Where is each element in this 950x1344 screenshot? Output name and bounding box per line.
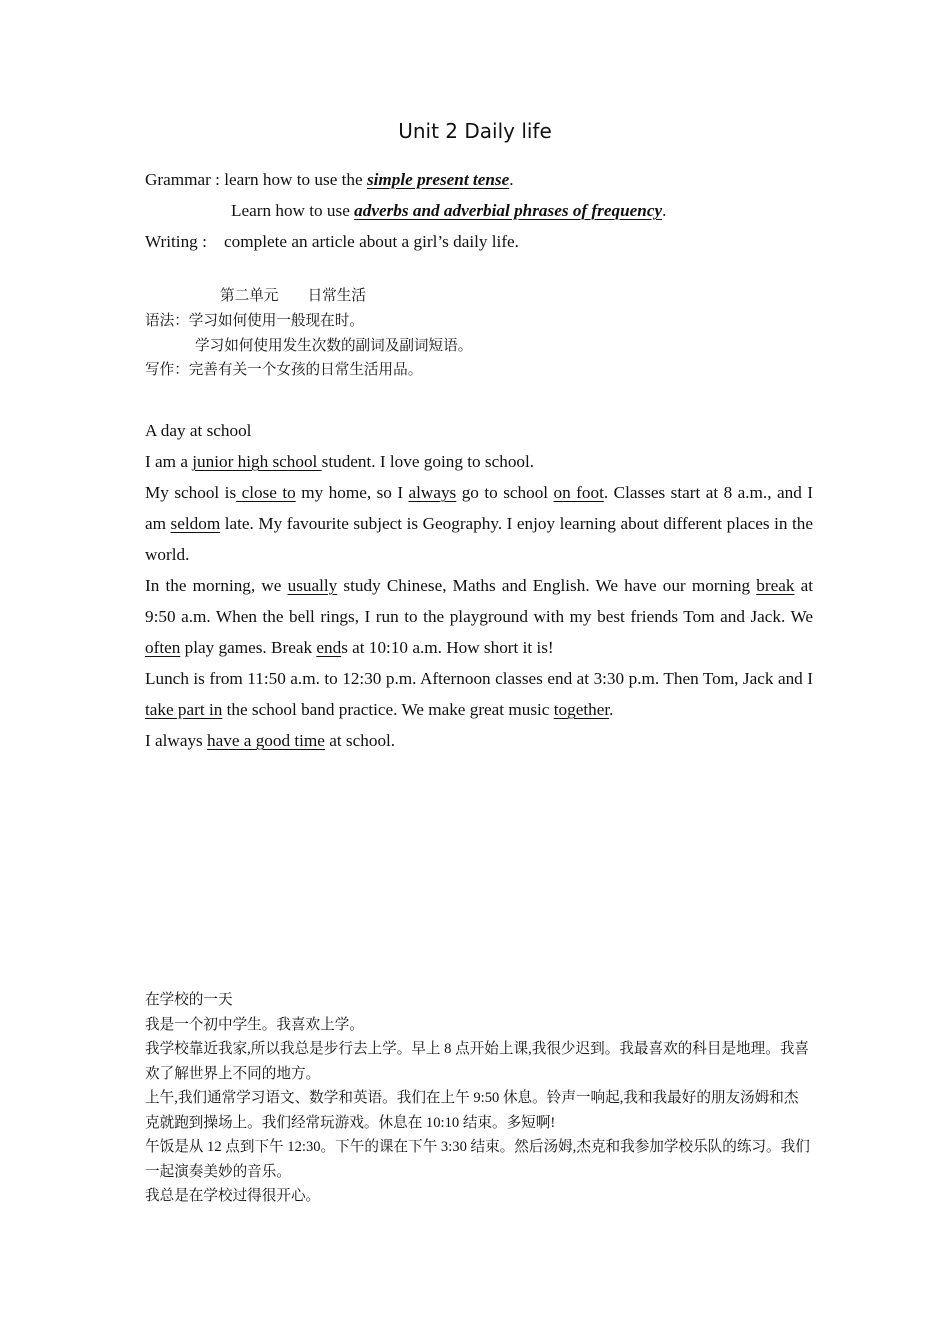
text-run: at 9:50 a.m. When the bell rings, I run to the playground with my best friends Tom and Jack. We <box>145 576 813 626</box>
vocab-close-to: close to <box>236 483 296 502</box>
text-run: . Classes start at 8 a.m., and I am <box>145 483 813 533</box>
article-paragraph-4 <box>145 663 813 725</box>
translation-paragraph-4: 午饭是从 12 点到下午 12:30。下午的课在下午 3:30 结束。然后汤姆,杰克和我参加学校乐队的练习。我们一起演奏美妙的音乐。 <box>145 1139 810 1180</box>
grammar-term-adverbs: adverbs and adverbial phrases of frequency <box>354 201 663 220</box>
text-run: My school is <box>145 483 237 502</box>
vocab-have-a-good-time: have a good time <box>207 731 325 750</box>
text-run: In the morning, we <box>145 576 288 595</box>
text-run: I am a <box>145 452 193 471</box>
translation-paragraph-5: 我总是在学校过得很开心。 <box>145 1188 321 1204</box>
translation-title: 在学校的一天 <box>145 992 233 1008</box>
text-run: study Chinese, Maths and English. We have our morning <box>337 576 757 595</box>
vocab-end: end <box>316 638 342 657</box>
vocab-on-foot: on foot <box>553 483 604 502</box>
text-run: Lunch is from 11:50 a.m. to 12:30 p.m. Afternoon classes end at 3:30 p.m. Then Tom, Jack and I <box>145 669 813 688</box>
chinese-heading: 第二单元 日常生活 <box>220 288 366 304</box>
text-run: s at 10:10 a.m. How short it is! <box>341 638 554 657</box>
text-run: at school. <box>324 731 396 750</box>
text-run: I always <box>145 731 208 750</box>
vocab-usually: usually <box>287 576 338 595</box>
chinese-writing: 写作：完善有关一个女孩的日常生活用品。 <box>145 362 423 378</box>
text-run: my home, so I <box>295 483 409 502</box>
chinese-grammar-1: 语法：学习如何使用一般现在时。 <box>145 313 364 329</box>
article <box>145 415 813 756</box>
vocab-junior-high-school: junior high school <box>192 452 322 471</box>
vocab-always: always <box>408 483 457 502</box>
text-run: . <box>609 700 614 719</box>
vocab-often: often <box>145 638 181 657</box>
translation-paragraph-1: 我是一个初中学生。我喜欢上学。 <box>145 1016 364 1033</box>
grammar-label: Grammar : learn how to use the <box>145 170 363 189</box>
grammar-term-simple-present: simple present tense <box>366 170 510 189</box>
vocab-seldom: seldom <box>170 514 221 533</box>
translation-paragraph-3: 上午,我们通常学习语文、数学和英语。我们在上午 9:50 休息。铃声一响起,我和我最好的朋友汤姆和杰克就跑到操场上。我们经常玩游戏。休息在 10:10 结束。多短啊! <box>145 1090 799 1131</box>
grammar-punct: . <box>509 170 514 189</box>
text-run: go to school <box>456 483 554 502</box>
page-title: Unit 2 Daily life <box>398 119 552 143</box>
article-paragraph-5 <box>145 725 813 756</box>
text-run: play games. Break <box>180 638 317 657</box>
text-run: the school band practice. We make great music <box>222 700 554 719</box>
article-paragraph-1 <box>145 446 813 477</box>
translation <box>145 988 810 1209</box>
translation-paragraph-2: 我学校靠近我家,所以我总是步行去上学。早上 8 点开始上课,我很少迟到。我最喜欢的科目是地理。我喜欢了解世界上不同的地方。 <box>145 1041 810 1082</box>
vocab-together: together <box>553 700 610 719</box>
writing-objective: Writing : complete an article about a girl’s daily life. <box>145 232 519 251</box>
article-title: A day at school <box>145 421 252 440</box>
vocab-take-part-in: take part in <box>145 700 223 719</box>
article-paragraph-2 <box>145 477 813 570</box>
vocab-break: break <box>756 576 795 595</box>
chinese-grammar-2: 学习如何使用发生次数的副词及副词短语。 <box>195 338 473 354</box>
grammar-objective-line-2 <box>231 200 666 222</box>
article-paragraph-3 <box>145 570 813 663</box>
grammar-objective-line-1 <box>145 169 514 191</box>
text-run: student. I love going to school. <box>321 452 535 471</box>
grammar-punct: . <box>662 201 667 220</box>
text-run: late. My favourite subject is Geography. I enjoy learning about different places in the world. <box>145 514 814 564</box>
grammar-line2-prefix: Learn how to use <box>231 201 350 220</box>
